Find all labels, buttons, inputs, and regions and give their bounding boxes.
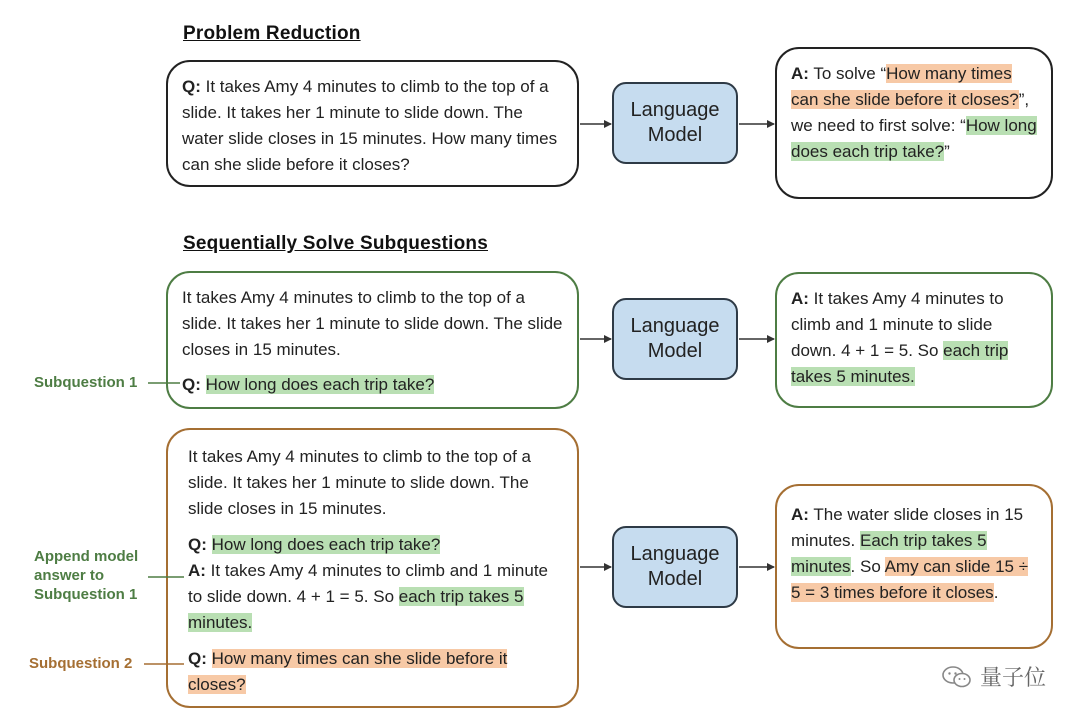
stage1-answer-highlight: each trip takes 5 minutes. xyxy=(791,341,1009,386)
stage2-context: It takes Amy 4 minutes to climb to the top of a slide. It takes her 1 minute to slide down. The slide closes in 15 minutes. xyxy=(188,447,531,518)
stage2-answer-highlight-orange: Amy can slide 15 ÷ 5 = 3 times before it closes xyxy=(791,557,1029,602)
subquestion-2-label: Subquestion 2 xyxy=(29,655,133,672)
stage2-a1-prefix: A: xyxy=(188,561,206,580)
stage2-answer-highlight-green: Each trip takes 5 minutes xyxy=(791,531,987,576)
answer-text-2: ”, we need to first solve: “ xyxy=(791,90,1030,135)
stage1-subquestion: How long does each trip take? xyxy=(205,375,435,394)
language-model-label: Language Model xyxy=(630,99,720,146)
stage2-a1-text: It takes Amy 4 minutes to climb and 1 minute to slide down. 4 + 1 = 5. So xyxy=(188,561,548,606)
answer-highlight-subquestion: How long does each trip take? xyxy=(791,116,1037,161)
watermark xyxy=(942,661,1046,692)
stage2-answer-text-1: The water slide closes in 15 minutes. xyxy=(791,505,1024,550)
language-model-label: Language Model xyxy=(630,315,720,362)
stage2-answer-text-2: . So xyxy=(850,557,885,576)
watermark-text: 量子位 xyxy=(979,665,1046,690)
answer-highlight-main-question: How many times can she slide before it closes? xyxy=(791,64,1019,109)
language-model-label: Language Model xyxy=(630,543,720,590)
problem-reduction-title: Problem Reduction xyxy=(183,23,361,44)
stage2-q2-prefix: Q: xyxy=(188,649,207,668)
answer-text-1: To solve “ xyxy=(808,64,887,83)
wechat-icon xyxy=(942,665,972,689)
question-text: It takes Amy 4 minutes to climb to the top of a slide. It takes her 1 minute to slide down. The water slide closes in 15 minutes. How many times can she slide before it closes? xyxy=(182,77,558,174)
stage1-q-prefix: Q: xyxy=(182,375,201,394)
question-prefix: Q: xyxy=(182,77,201,96)
stage2-answer-text-3: . xyxy=(993,583,999,602)
subquestion-1-label: Subquestion 1 xyxy=(34,374,138,391)
stage2-q2-text: How many times can she slide before it closes? xyxy=(188,649,508,694)
stage2-a1-highlight: each trip takes 5 minutes. xyxy=(188,587,524,632)
answer-text-3: ” xyxy=(944,142,950,161)
answer-prefix: A: xyxy=(791,64,809,83)
append-answer-label: Append model answer to Subquestion 1 xyxy=(34,548,139,603)
stage2-a-prefix: A: xyxy=(791,505,809,524)
stage2-q1-prefix: Q: xyxy=(188,535,207,554)
stage1-answer-text: It takes Amy 4 minutes to climb and 1 minute to slide down. 4 + 1 = 5. So xyxy=(791,289,1004,360)
sequential-solve-title: Sequentially Solve Subquestions xyxy=(183,233,488,254)
stage1-a-prefix: A: xyxy=(791,289,809,308)
stage1-context: It takes Amy 4 minutes to climb to the top of a slide. It takes her 1 minute to slide down. The slide closes in 15 minutes. xyxy=(182,288,563,359)
stage2-q1-text: How long does each trip take? xyxy=(211,535,441,554)
